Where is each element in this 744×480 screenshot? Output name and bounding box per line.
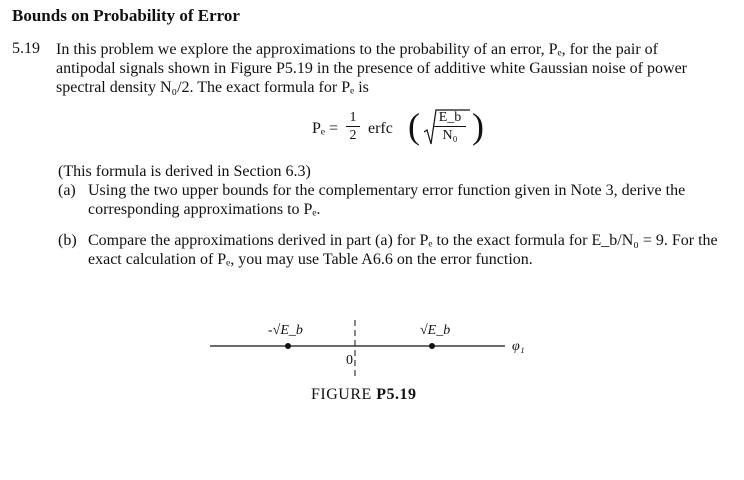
right-point-label: √E_b — [420, 323, 451, 338]
sqrt-fraction — [434, 110, 466, 143]
part-b-label: (b) — [58, 232, 77, 249]
figure-caption — [311, 386, 417, 404]
part-b-text: Compare the approximations derived in part (a) for Pₑ to the exact formula for E_b/N₀ = 9. For the exact calculation of Pₑ, you may use Table A6.6 on the error function. — [88, 232, 718, 268]
figure-caption-number: P5.19 — [376, 386, 417, 403]
erfc-function: erfc — [368, 120, 393, 137]
origin-label: 0 — [346, 353, 353, 368]
inner-numerator: E_b — [438, 110, 462, 125]
inner-fraction-bar — [434, 126, 466, 127]
part-a-text: Using the two upper bounds for the complementary error function given in Note 3, derive the corresponding approximations to Pₑ. — [88, 182, 686, 218]
problem-intro: In this problem we explore the approximations to the probability of an error, Pₑ, for the pair of antipodal signals shown in Figure P5.19 in the presence of additive white Gaussian noise of power spectral density N₀/2. The exact formula for Pₑ is — [56, 41, 687, 96]
derivation-note: (This formula is derived in Section 6.3) — [58, 163, 311, 180]
inner-denominator: N₀ — [442, 128, 458, 143]
section-heading: Bounds on Probability of Error — [12, 6, 240, 25]
right-paren: ) — [472, 106, 484, 146]
figure-caption-word: FIGURE — [311, 386, 372, 403]
problem-number: 5.19 — [12, 40, 40, 57]
fraction-numerator: 1 — [349, 110, 357, 125]
right-signal-point — [429, 343, 435, 349]
axis-label: φ₁ — [512, 339, 525, 354]
fraction-denominator: 2 — [349, 128, 357, 143]
formula-lhs: Pₑ = — [312, 120, 339, 137]
left-paren: ( — [408, 106, 420, 146]
left-point-label: -√E_b — [268, 323, 303, 338]
fraction-bar — [346, 126, 360, 127]
part-a-label: (a) — [58, 182, 76, 199]
formula-half-fraction — [346, 110, 360, 143]
left-signal-point — [285, 343, 291, 349]
